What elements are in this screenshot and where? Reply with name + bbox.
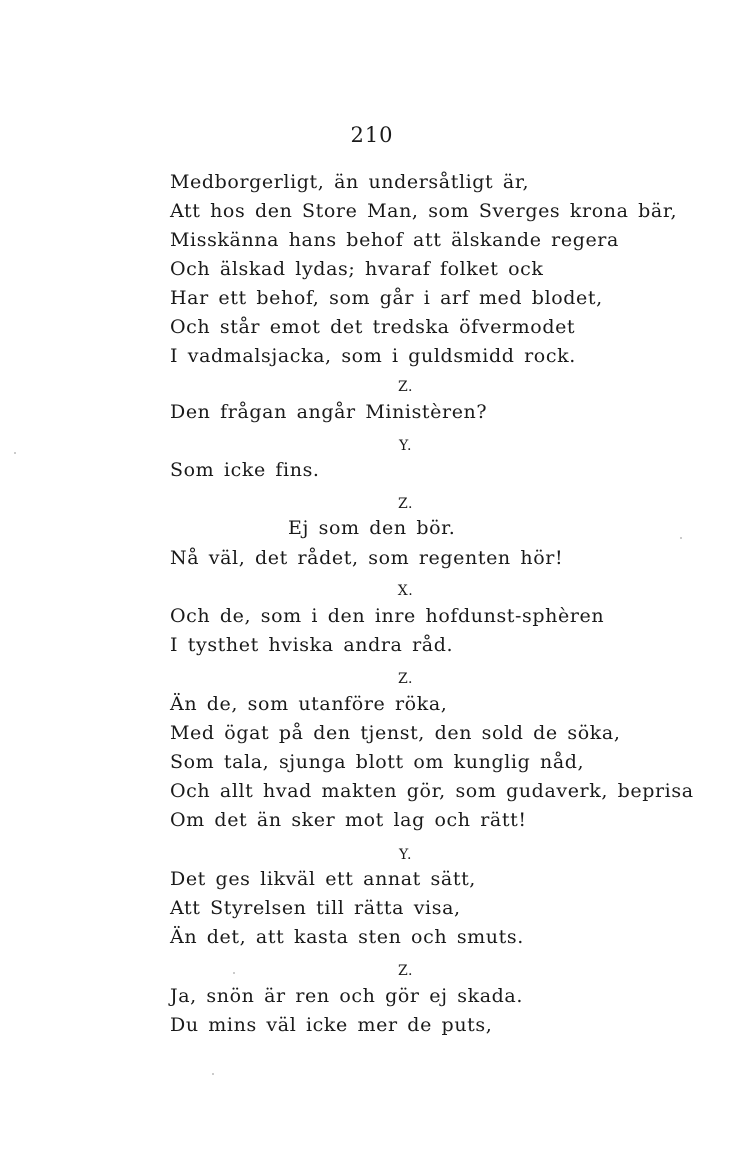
verse-line: Med ögat på den tjenst, den sold de söka, [170, 722, 621, 744]
verse-line: Den frågan angår Ministèren? [170, 401, 488, 423]
verse-line: Nå väl, det rådet, som regenten hör! [170, 547, 564, 569]
verse-line: Medborgerligt, än undersåtligt är, [170, 171, 530, 193]
paper-speck [212, 1073, 214, 1075]
verse-line: Att Styrelsen till rätta visa, [170, 897, 461, 919]
page-number: 210 [350, 123, 394, 147]
verse-line: Det ges likväl ett annat sätt, [170, 868, 476, 890]
verse-line: Om det än sker mot lag och rätt! [170, 809, 527, 831]
paper-speck [680, 537, 682, 539]
speaker-label: Y. [399, 438, 412, 454]
verse-line: Har ett behof, som går i arf med blodet, [170, 287, 603, 309]
speaker-label: Z. [398, 963, 413, 979]
verse-line: Än de, som utanföre röka, [170, 693, 448, 715]
verse-line: Och allt hvad makten gör, som gudaverk, beprisa [170, 780, 694, 802]
verse-line: Du mins väl icke mer de puts, [170, 1014, 493, 1036]
verse-line: Som icke fins. [170, 459, 320, 481]
verse-line: Än det, att kasta sten och smuts. [170, 926, 524, 948]
verse-line: Och älskad lydas; hvaraf folket ock [170, 258, 544, 280]
verse-line: Som tala, sjunga blott om kunglig nåd, [170, 751, 585, 773]
verse-line: Ja, snön är ren och gör ej skada. [170, 985, 523, 1007]
verse-line: I tysthet hviska andra råd. [170, 634, 454, 656]
verse-line: I vadmalsjacka, som i guldsmidd rock. [170, 345, 576, 367]
speaker-label: Z. [398, 671, 413, 687]
paper-speck [14, 452, 16, 454]
verse-line: Och de, som i den inre hofdunst-sphèren [170, 605, 605, 627]
speaker-label: Z. [398, 379, 413, 395]
speaker-label: X. [397, 583, 414, 599]
verse-line: Att hos den Store Man, som Sverges krona bär, [170, 200, 678, 222]
verse-line: Och står emot det tredska öfvermodet [170, 316, 576, 338]
paper-speck [233, 972, 235, 974]
speaker-label: Y. [399, 847, 412, 863]
speaker-label: Z. [398, 496, 413, 512]
verse-line: Misskänna hans behof att älskande regera [170, 229, 619, 251]
verse-line: Ej som den bör. [288, 517, 456, 539]
